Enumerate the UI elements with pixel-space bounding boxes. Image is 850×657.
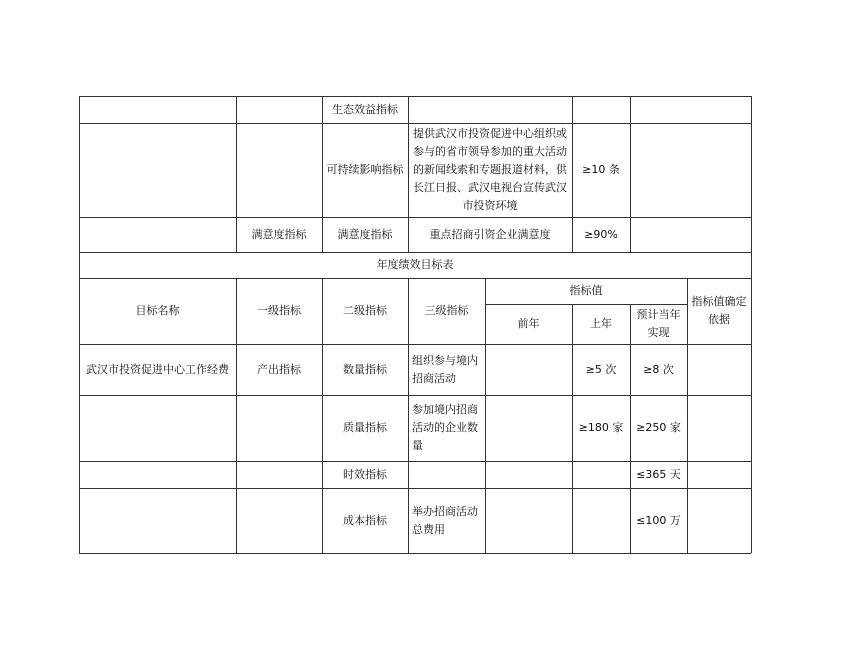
- row0-level3-text: 组织参与境内招商活动: [412, 353, 478, 385]
- satisfaction-level1-cell: [236, 217, 322, 252]
- sustain-target-text: ≥10 条: [582, 163, 620, 176]
- header-level3: [408, 278, 485, 344]
- header-level3-text: 三级指标: [424, 304, 469, 317]
- header-prev-year: [485, 304, 572, 344]
- satisfaction-level3-text: 重点招商引资企业满意度: [429, 227, 551, 241]
- header-level1-text: 一级指标: [257, 304, 301, 317]
- header-prev-year-text: 前年: [517, 317, 540, 330]
- header-level1: [236, 278, 322, 344]
- row3-level3-text: 举办招商活动总费用: [412, 504, 478, 536]
- row3-level2: [322, 488, 408, 553]
- header-basis: [687, 278, 751, 344]
- satisfaction-level2-text: 满意度指标: [337, 227, 393, 241]
- satisfaction-level2-cell: [322, 217, 408, 252]
- row0-level1-text: 产出指标: [257, 362, 301, 376]
- header-level2-text: 二级指标: [343, 304, 387, 317]
- header-basis-text: 指标值确定依据: [691, 295, 747, 326]
- row2-expected: [630, 461, 687, 488]
- row0-last-year: [572, 344, 630, 395]
- annual-table-title: [79, 252, 751, 278]
- header-expected: [630, 304, 687, 344]
- row0-level2: [322, 344, 408, 395]
- header-value-group: [485, 278, 687, 304]
- row1-expected: [630, 395, 687, 461]
- header-name: [79, 278, 236, 344]
- satisfaction-target-cell: [572, 217, 630, 252]
- row1-level2: [322, 395, 408, 461]
- row0-prev-year: [485, 344, 572, 395]
- row0-level1: [236, 344, 322, 395]
- header-value-group-text: 指标值: [569, 284, 603, 297]
- row3-expected-text: ≤100 万: [636, 513, 681, 527]
- header-name-text: 目标名称: [135, 304, 180, 317]
- row0-name-text: 武汉市投资促进中心工作经费: [86, 362, 229, 376]
- row2-level2: [322, 461, 408, 488]
- ecology-level2-text: 生态效益指标: [332, 102, 398, 116]
- row3-expected: [630, 488, 687, 553]
- row0-level2-text: 数量指标: [343, 362, 387, 376]
- header-expected-text: 预计当年实现: [636, 308, 681, 339]
- sustain-level2-cell: [322, 123, 408, 217]
- row1-level3: [408, 395, 485, 461]
- annual-table-title-text: 年度绩效目标表: [376, 258, 454, 271]
- row1-last-year: [572, 395, 630, 461]
- ecology-level2-cell: [322, 96, 408, 123]
- row1-level2-text: 质量指标: [343, 421, 387, 434]
- row2-expected-text: ≤365 天: [636, 467, 681, 481]
- header-last-year: [572, 304, 630, 344]
- satisfaction-target-text: ≥90%: [584, 227, 618, 241]
- row0-expected-text: ≥8 次: [643, 362, 674, 376]
- sustain-target-cell: [572, 123, 630, 217]
- row1-level3-text: 参加境内招商活动的企业数量: [412, 403, 478, 452]
- header-last-year-text: 上年: [590, 317, 612, 330]
- row2-level2-text: 时效指标: [343, 467, 387, 481]
- sustain-level3-text: 提供武汉市投资促进中心组织或参与的省市领导参加的重大活动的新闻线索和专题报道材料，供长江日报、武汉电视台宣传武汉市投资环境: [413, 127, 567, 212]
- row0-last-year-text: ≥5 次: [585, 362, 617, 376]
- row0-name: [79, 344, 236, 395]
- satisfaction-level3-cell: [408, 217, 572, 252]
- row1-expected-text: ≥250 家: [636, 421, 681, 434]
- row1-last-year-text: ≥180 家: [578, 421, 624, 434]
- row3-level3: [408, 488, 485, 553]
- row0-level3: [408, 344, 485, 395]
- row3-level2-text: 成本指标: [343, 513, 387, 527]
- sustain-level3-cell: [408, 123, 572, 217]
- sustain-level2-text: 可持续影响指标: [326, 163, 404, 176]
- row0-expected: [630, 344, 687, 395]
- satisfaction-level1-text: 满意度指标: [251, 227, 307, 241]
- header-level2: [322, 278, 408, 344]
